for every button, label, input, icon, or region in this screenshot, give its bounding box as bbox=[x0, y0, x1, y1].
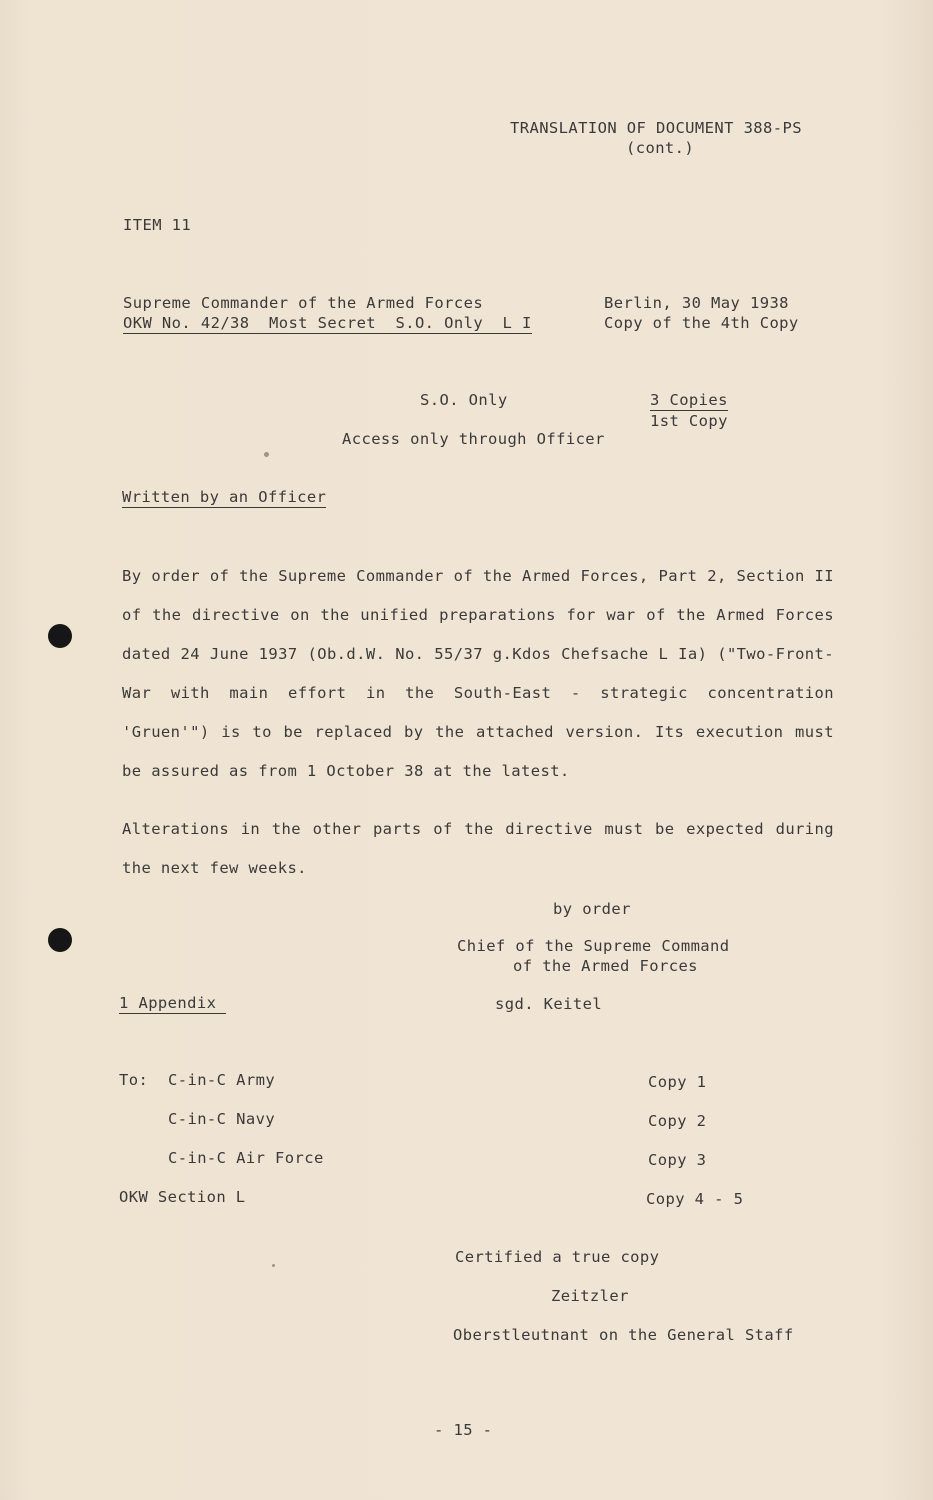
signed-name: sgd. Keitel bbox=[495, 995, 603, 1013]
reference-line: OKW No. 42/38 Most Secret S.O. Only L I bbox=[123, 314, 532, 332]
by-order: by order bbox=[553, 900, 631, 918]
punch-hole bbox=[48, 928, 72, 952]
copies-count: 3 Copies bbox=[650, 391, 728, 409]
recipient-copy: Copy 3 bbox=[648, 1151, 707, 1169]
signatory-title: Chief of the Supreme Command bbox=[457, 937, 730, 955]
access-note: Access only through Officer bbox=[342, 430, 605, 448]
appendix-note: 1 Appendix bbox=[119, 994, 226, 1014]
item-label: ITEM 11 bbox=[123, 216, 192, 234]
copy-of: Copy of the 4th Copy bbox=[604, 314, 799, 332]
document-title-cont: (cont.) bbox=[626, 139, 695, 157]
recipient: C-in-C Army bbox=[168, 1071, 276, 1089]
recipient: C-in-C Air Force bbox=[168, 1149, 324, 1167]
first-copy: 1st Copy bbox=[650, 412, 728, 430]
paper-speck bbox=[272, 1264, 275, 1267]
issuer-line: Supreme Commander of the Armed Forces bbox=[123, 294, 484, 312]
recipient: C-in-C Navy bbox=[168, 1110, 276, 1128]
classification-so-only: S.O. Only bbox=[420, 391, 508, 409]
place-date: Berlin, 30 May 1938 bbox=[604, 294, 789, 312]
recipient-copy: Copy 1 bbox=[648, 1073, 707, 1091]
document-title: TRANSLATION OF DOCUMENT 388-PS bbox=[510, 119, 802, 137]
certifier-rank: Oberstleutnant on the General Staff bbox=[453, 1326, 794, 1344]
written-by: Written by an Officer bbox=[122, 488, 327, 506]
paper-speck bbox=[264, 452, 269, 457]
certified-copy: Certified a true copy bbox=[455, 1248, 660, 1266]
page-number: - 15 - bbox=[434, 1421, 493, 1439]
body-paragraph: By order of the Supreme Commander of the Armed Forces, Part 2, Section II of the directive on the unified preparations for war of the Armed Forces dated 24 June 1937 (Ob.d.W. No. 55/37 g.Kdos Chefsache L Ia) ("Two-Front-War with main effort in the South-East - strategic concentration 'Gruen'") is to be replaced by the attached version. Its execution must be assured as from 1 October 38 at the latest. bbox=[122, 567, 834, 780]
body-paragraph: Alterations in the other parts of the directive must be expected during the next few weeks. bbox=[122, 820, 834, 877]
recipient-copy: Copy 2 bbox=[648, 1112, 707, 1130]
to-label: To: bbox=[119, 1071, 149, 1089]
punch-hole bbox=[48, 624, 72, 648]
signatory-title-2: of the Armed Forces bbox=[513, 957, 698, 975]
recipient-copy: Copy 4 - 5 bbox=[646, 1190, 744, 1208]
recipient: OKW Section L bbox=[119, 1188, 246, 1206]
certifier-name: Zeitzler bbox=[551, 1287, 629, 1305]
